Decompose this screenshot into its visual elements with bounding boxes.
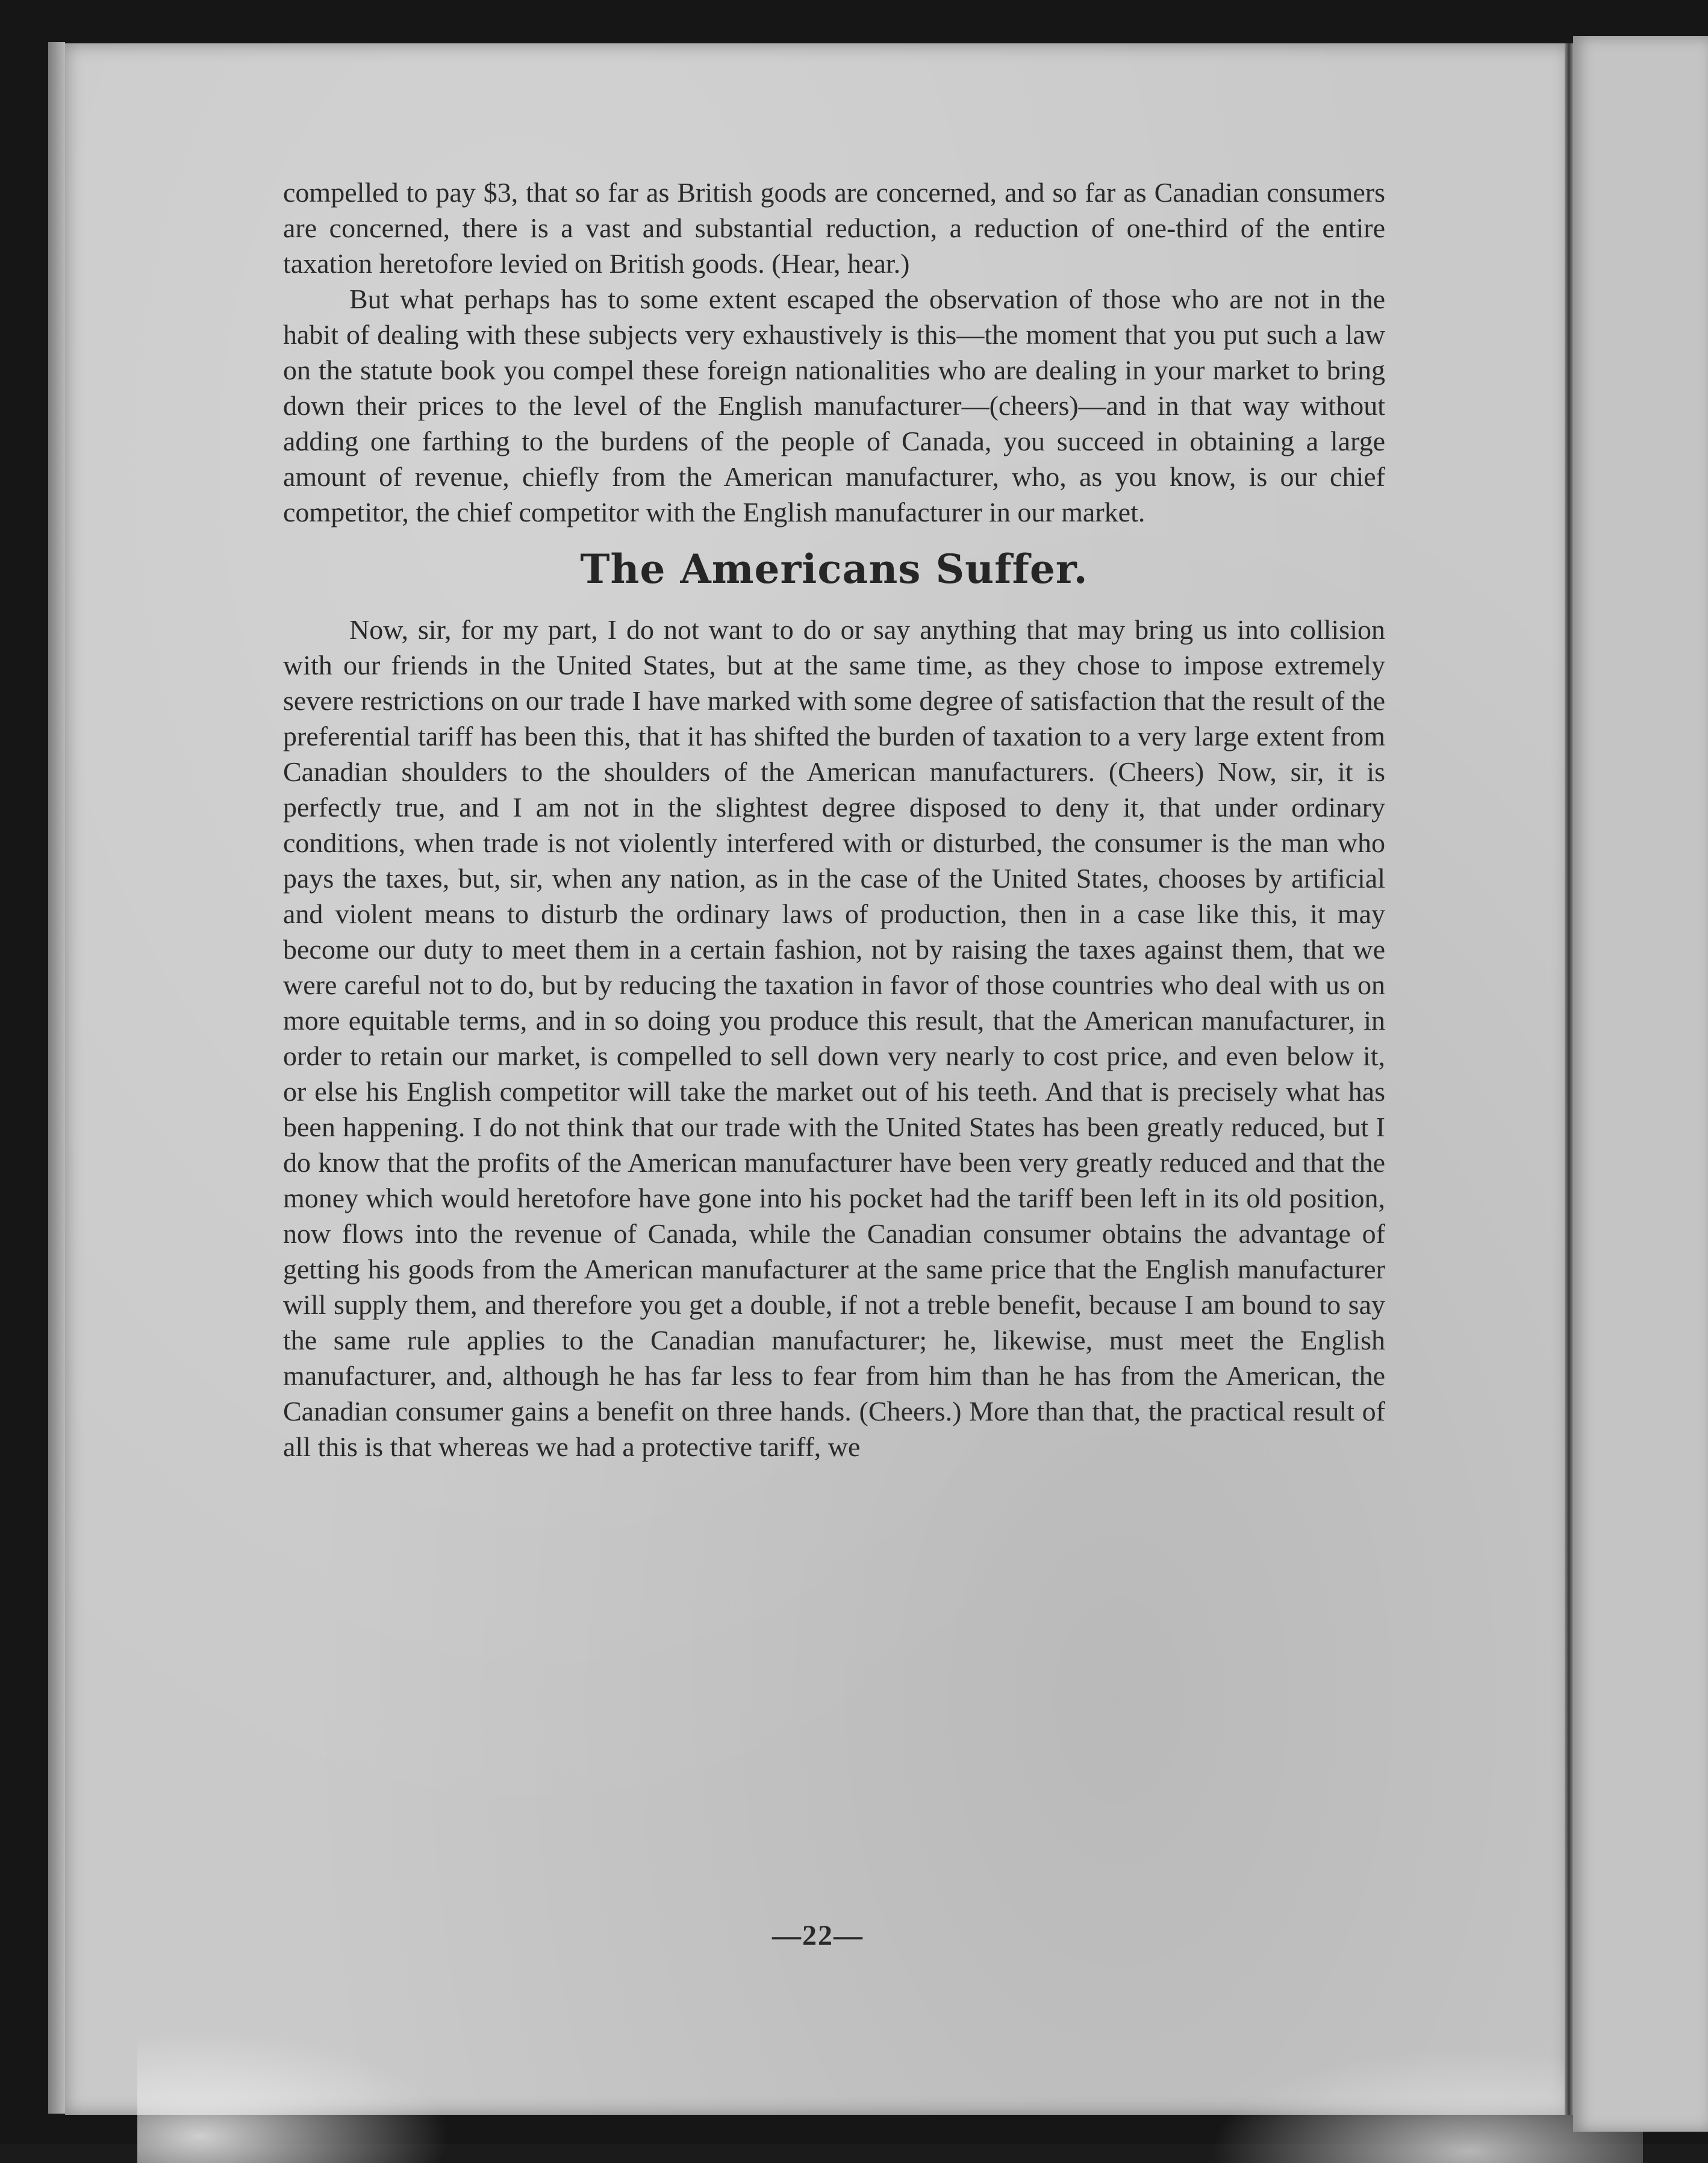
adjacent-page-edge <box>1573 36 1708 2132</box>
book-gutter <box>1565 43 1573 2115</box>
paragraph: But what perhaps has to some extent escaped the observation of those who are not in the habit of dealing with these subjects very exhaustively is this—the moment that you put such a law on the statute book you compel these foreign nationalities who are dealing in your market to bring down their prices to the level of the English manufacturer—(cheers)—and in that way without adding one farthing to the burdens of the people of Canada, you succeed in obtaining a large amount of revenue, chiefly from the American manufacturer, who, as you know, is our chief competitor, the chief competitor with the English manufacturer in our market. <box>283 284 1385 528</box>
paragraph: Now, sir, for my part, I do not want to do or say anything that may bring us into collision with our friends in the United States, but at the same time, as they chose to impose extremely severe restrictions on our trade I have marked with some degree of satisfaction that the result of the preferential tariff has been this, that it has shifted the burden of taxation to a very large extent from Canadian shoulders to the shoulders of the American manufacturers. (Cheers) Now, sir, it is perfectly true, and I am not in the slightest degree disposed to deny it, that under ordinary conditions, when trade is not violently interfered with or disturbed, the consumer is the man who pays the taxes, but, sir, when any nation, as in the case of the United States, chooses by artificial and violent means to disturb the ordinary laws of production, then in a case like this, it may become our duty to meet them in a certain fashion, not by raising the taxes against them, that we were careful not to do, but by reducing the taxation in favor of those countries who deal with us on more equitable terms, and in so doing you produce this result, that the American manufacturer, in order to retain our market, is compelled to sell down very nearly to cost price, and even below it, or else his English competitor will take the market out of his teeth. And that is precisely what has been happening. I do not think that our trade with the United States has been greatly reduced, but I do know that the profits of the American manufacturer have been very greatly reduced and that the money which would heretofore have gone into his pocket had the tariff been left in its old position, now flows into the revenue of Canada, while the Canadian consumer obtains the advantage of getting his goods from the American manufacturer at the same price that the English manufacturer will supply them, and therefore you get a double, if not a treble benefit, because I am bound to say the same rule applies to the Canadian manufacturer; he, likewise, must meet the English manufacturer, and, although he has far less to fear from him than he has from the American, the Canadian consumer gains a benefit on three hands. (Cheers.) More than that, the practical result of all this is that whereas we had a protective tariff, we <box>283 614 1385 1462</box>
page-left-edge <box>48 42 65 2114</box>
page-number: —22— <box>772 1920 864 1952</box>
paper-stain <box>137 2031 450 2163</box>
section-heading: The Americans Suffer. <box>580 546 1088 593</box>
paragraph: compelled to pay $3, that so far as British goods are concerned, and so far as Canadian consumers are concerned, there is a vast and substantial reduction, a reduction of one-third of the entire taxation heretofore levied on British goods. (Hear, hear.) <box>283 177 1385 279</box>
page-body-text <box>283 175 1385 1464</box>
